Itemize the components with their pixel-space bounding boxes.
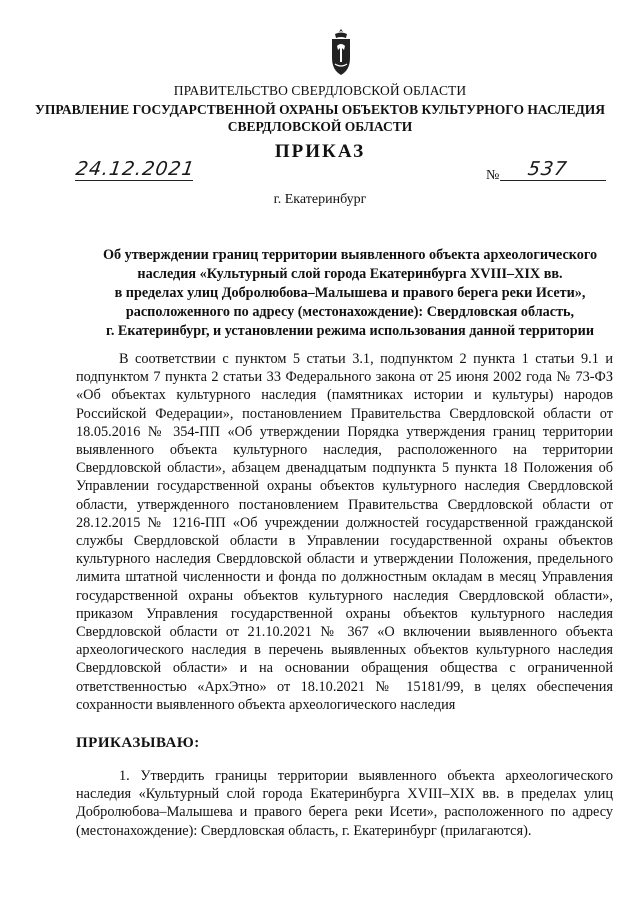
department-line-2: СВЕРДЛОВСКОЙ ОБЛАСТИ xyxy=(227,119,413,134)
subject-line-5: г. Екатеринбург, и установлении режима использования данной территории xyxy=(105,323,594,339)
number-underline xyxy=(500,180,606,181)
department-name xyxy=(0,101,640,135)
document-number: 537 xyxy=(526,158,569,180)
coat-of-arms-icon xyxy=(329,28,353,76)
order-heading: ПРИКАЗЫВАЮ: xyxy=(76,735,200,751)
subject-line-1: Об утверждении границ территории выявленного объекта археологического xyxy=(102,247,598,263)
date-underline xyxy=(75,180,193,181)
subject-line-4: расположенного по адресу (местонахождение): Свердловская область, xyxy=(125,304,575,320)
document-type-title: ПРИКАЗ xyxy=(274,141,366,162)
preamble-paragraph: В соответствии с пунктом 5 статьи 3.1, подпунктом 2 пункта 1 статьи 9.1 и подпунктом 7 пункта 2 статьи 33 Федерального закона от 25 июня 2002 года № 73-ФЗ «Об объектах культурного наследия (памятниках истории и культуры) народов Российской Федерации», постановлением Правительства Свердловской области от 18.05.2016 № 354-ПП «Об утверждении Порядка утверждения границ территории выявленного объекта культурного наследия, расположенного на территории Свердловской области», абзацем двенадцатым подпункта 5 пункта 18 Положения об Управлении государственной охраны объектов культурного наследия Свердловской области, утвержденного постановлением Правительства Свердловской области от 28.12.2015 № 1216-ПП «Об учреждении должностей государственной гражданской службы Свердловской области в Управлении государственной охраны объектов культурного наследия Свердловской области и утверждении Положения, предельного лимита штатной численности и фонда по должностным окладам в месяц Управления государственной охраны объектов культурного наследия Свердловской области», приказом Управления государственной охраны объектов культурного наследия Свердловской области от 21.10.2021 № 367 «О включении выявленного объекта археологического наследия в перечень выявленных объектов культурного наследия Свердловской области» и на основании обращения общества с ограниченной ответственностью «АрхЭтно» от 18.10.2021 № 15181/99, в целях обеспечения сохранности выявленного объекта археологического наследия xyxy=(76,351,613,713)
document-date: 24.12.2021 xyxy=(74,158,197,180)
subject-line-3: в пределах улиц Добролюбова–Малышева и правого берега реки Исети», xyxy=(114,285,586,301)
order-item-1: 1. Утвердить границы территории выявленного объекта археологического наследия «Культурный слой города Екатеринбурга XVIII–XIX вв. в пределах улиц Добролюбова–Малышева и правого берега реки Исети», расположенного по адресу (местонахождение): Свердловская область, г. Екатеринбург (прилагаются). xyxy=(76,768,613,839)
number-label: № xyxy=(486,168,500,183)
government-name: ПРАВИТЕЛЬСТВО СВЕРДЛОВСКОЙ ОБЛАСТИ xyxy=(173,83,467,98)
city: г. Екатеринбург xyxy=(273,192,367,207)
document-subject xyxy=(70,246,630,341)
subject-line-2: наследия «Культурный слой города Екатеринбурга XVIII–XIX вв. xyxy=(137,266,563,282)
department-line-1: УПРАВЛЕНИЕ ГОСУДАРСТВЕННОЙ ОХРАНЫ ОБЪЕКТОВ КУЛЬТУРНОГО НАСЛЕДИЯ xyxy=(34,102,606,117)
